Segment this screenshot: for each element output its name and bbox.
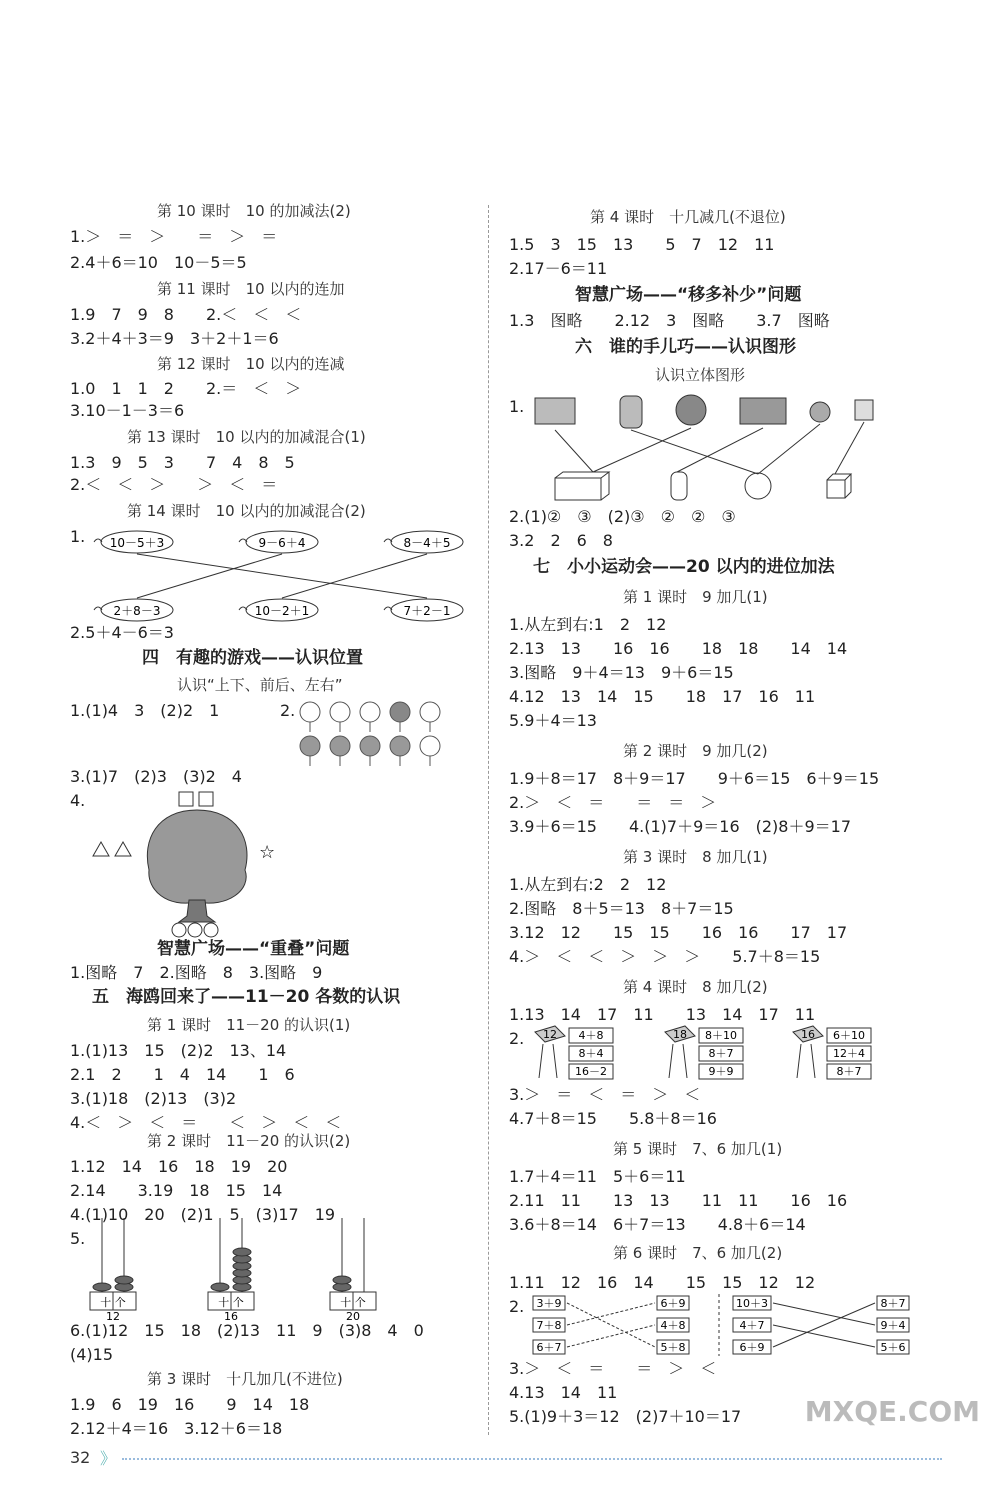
answer-line: 4.: [70, 791, 86, 810]
leaf-text: 2＋8－3: [113, 604, 161, 618]
card-group-2: [665, 1026, 743, 1079]
card-expr: 8＋10: [705, 1029, 737, 1042]
card-expr: 8＋7: [836, 1065, 862, 1078]
chevron-icon: 》: [100, 1449, 117, 1468]
match-expr: 8＋7: [880, 1297, 906, 1310]
leaf-matching-figure: [82, 522, 472, 632]
answer-line: 3.2 2 6 8: [509, 531, 613, 550]
unit-title: 七 小小运动会——20 以内的进位加法: [533, 557, 835, 577]
matching-figure: [527, 1294, 947, 1364]
answer-line: 1.5 3 15 13 5 7 12 11: [509, 235, 775, 254]
answer-line: 2.: [280, 701, 296, 720]
answer-line: 4.(1)10 20 (2)1 5 (3)17 19: [70, 1205, 336, 1224]
card-expr: 16－2: [575, 1065, 607, 1078]
answer-line: 3.图略 9＋4＝13 9＋6＝15: [509, 663, 734, 682]
match-expr: 4＋8: [660, 1319, 686, 1332]
tree-figure: [87, 790, 327, 940]
answer-line: 2.: [509, 1029, 525, 1048]
card-number: 12: [543, 1028, 557, 1041]
lesson-title: 第 10 课时 10 的加减法(2): [157, 202, 351, 220]
match-expr: 5＋6: [880, 1341, 906, 1354]
leaf-text: 8－4＋5: [403, 536, 451, 550]
match-line: [137, 554, 427, 598]
answer-line: 6.(1)12 15 18 (2)13 11 9 (3)8 4 0: [70, 1321, 424, 1340]
answer-line: 1.7＋4＝11 5＋6＝11: [509, 1167, 686, 1186]
answer-line: 4.7＋8＝15 5.8＋8＝16: [509, 1109, 717, 1128]
leaf-top-2: [239, 531, 318, 553]
answer-line: 3.(1)7 (2)3 (3)2 4: [70, 767, 242, 786]
answer-line: 5.(1)9＋3＝12 (2)7＋10＝17: [509, 1407, 742, 1426]
lesson-title: 第 2 课时 11－20 的认识(2): [147, 1132, 351, 1150]
match-expr: 3＋9: [536, 1297, 562, 1310]
abacus-value: 12: [106, 1310, 120, 1320]
answer-line: 2.1 2 1 4 14 1 6: [70, 1065, 295, 1084]
leaf-text: 7＋2－1: [403, 604, 451, 618]
card-expr: 8＋4: [578, 1047, 604, 1060]
leaf-text: 10－2＋1: [254, 604, 310, 618]
answer-line: 1.3 9 5 3 7 4 8 5: [70, 453, 295, 472]
answer-line: 2.4＋6＝10 10－5＝5: [70, 253, 247, 272]
answer-line: 1.图略 7 2.图略 8 3.图略 9: [70, 963, 323, 982]
wisdom-title: 智慧广场——“移多补少”问题: [575, 285, 802, 305]
answer-line: (4)15: [70, 1345, 114, 1364]
abacus-value: 16: [224, 1310, 238, 1320]
answer-line: 4.12 13 14 15 18 17 16 11: [509, 687, 816, 706]
answer-line: 2.12＋4＝16 3.12＋6＝18: [70, 1419, 283, 1438]
answer-line: 1.(1)13 15 (2)2 13、14: [70, 1041, 287, 1060]
answer-line: 1.9 7 9 8 2.＜ ＜ ＜: [70, 305, 302, 324]
lesson-title: 第 11 课时 10 以内的连加: [157, 280, 345, 298]
abacus-value: 20: [346, 1310, 360, 1320]
answer-line: 3.2＋4＋3＝9 3＋2＋1＝6: [70, 329, 279, 348]
lesson-title: 第 6 课时 7、6 加几(2): [613, 1244, 783, 1262]
lesson-title: 第 13 课时 10 以内的加减混合(1): [127, 428, 366, 446]
answer-line: 1.(1)4 3 (2)2 1: [70, 701, 220, 720]
answer-line: 3.9＋6＝15 4.(1)7＋9＝16 (2)8＋9＝17: [509, 817, 852, 836]
unit-title: 五 海鸥回来了——11－20 各数的认识: [92, 987, 401, 1007]
card-expr: 12＋4: [833, 1047, 865, 1060]
leaf-top-3: [384, 531, 463, 553]
leaf-text: 10－5＋3: [109, 536, 165, 550]
wisdom-title: 智慧广场——“重叠”问题: [157, 939, 350, 959]
answer-line: 1.11 12 16 14 15 15 12 12: [509, 1273, 816, 1292]
match-expr: 6＋9: [739, 1341, 765, 1354]
lesson-title: 认识立体图形: [655, 366, 746, 384]
card-expr: 8＋7: [708, 1047, 734, 1060]
lesson-title: 第 1 课时 11－20 的认识(1): [147, 1016, 351, 1034]
card-number: 16: [801, 1028, 815, 1041]
answer-line: 1.从左到右:2 2 12: [509, 875, 667, 894]
answer-line: 2.17－6＝11: [509, 259, 608, 278]
watermark: MXQE.COM: [804, 1395, 980, 1428]
answer-line: 2.13 13 16 16 18 18 14 14: [509, 639, 848, 658]
answer-line: 1.＞ ＝ ＞ ＝ ＞ ＝: [70, 227, 278, 246]
abacus-figure: [82, 1210, 462, 1320]
match-line: [137, 554, 282, 598]
lesson-title: 第 2 课时 9 加几(2): [623, 742, 768, 760]
column-divider: [488, 205, 489, 1435]
match-expr: 9＋4: [880, 1319, 906, 1332]
lesson-title: 第 3 课时 十几加几(不进位): [147, 1370, 343, 1388]
match-expr: 6＋9: [660, 1297, 686, 1310]
answer-line: 2.＞ ＜ ＝ ＝ ＝ ＞: [509, 793, 717, 812]
answer-line: 4.＜ ＞ ＜ ＝ ＜ ＞ ＜ ＜: [70, 1113, 342, 1132]
abacus-label: 十 个: [340, 1296, 366, 1309]
answer-line: 4.13 14 11: [509, 1383, 618, 1402]
lesson-title: 第 12 课时 10 以内的连减: [157, 355, 345, 373]
card-expr: 6＋10: [833, 1029, 865, 1042]
card-group-1: [535, 1026, 613, 1079]
match-expr: 7＋8: [536, 1319, 562, 1332]
answer-line: 2.14 3.19 18 15 14: [70, 1181, 283, 1200]
answer-line: 3.6＋8＝14 6＋7＝13 4.8＋6＝14: [509, 1215, 806, 1234]
answer-line: 1.12 14 16 18 19 20: [70, 1157, 288, 1176]
leaf-bottom-3: [384, 599, 463, 621]
match-expr: 6＋7: [536, 1341, 562, 1354]
answer-line: 1.13 14 17 11 13 14 17 11: [509, 1005, 816, 1024]
answer-line: 4.＞ ＜ ＜ ＞ ＞ ＞ 5.7＋8＝15: [509, 947, 821, 966]
answer-line: 2.＜ ＜ ＞ ＞ ＜ ＝: [70, 475, 278, 494]
answer-line: 3.＞ ＝ ＜ ＝ ＞ ＜: [509, 1085, 701, 1104]
svg-text:☆: ☆: [259, 842, 276, 863]
leaf-bottom-1: [94, 599, 173, 621]
leaf-bottom-2: [239, 599, 318, 621]
answer-line: 2.5＋4－6＝3: [70, 623, 174, 642]
answer-line: 1.9 6 19 16 9 14 18: [70, 1395, 310, 1414]
answer-line: 1.: [70, 527, 86, 546]
lesson-title: 第 4 课时 8 加几(2): [623, 978, 768, 996]
lesson-title: 第 4 课时 十几减几(不退位): [590, 208, 786, 226]
card-expr: 9＋9: [708, 1065, 734, 1078]
solid-shapes-figure: [525, 390, 925, 508]
answer-line: 3.10－1－3＝6: [70, 401, 185, 420]
answer-line: 5.: [70, 1229, 86, 1248]
answer-line: 3.12 12 15 15 16 16 17 17: [509, 923, 848, 942]
match-expr: 10＋3: [736, 1297, 768, 1310]
lesson-title: 认识“上下、前后、左右”: [177, 676, 343, 694]
answer-line: 2.图略 8＋5＝13 8＋7＝15: [509, 899, 734, 918]
answer-line: 1.0 1 1 2 2.＝ ＜ ＞: [70, 379, 302, 398]
lesson-title: 第 5 课时 7、6 加几(1): [613, 1140, 783, 1158]
lesson-title: 第 14 课时 10 以内的加减混合(2): [127, 502, 366, 520]
answer-line: 2.11 11 13 13 11 11 16 16: [509, 1191, 848, 1210]
balloon-figure: [294, 700, 454, 770]
leaf-text: 9－6＋4: [258, 536, 306, 550]
answer-line: 1.从左到右:1 2 12: [509, 615, 667, 634]
answer-line: 2.(1)② ③ (2)③ ② ② ③: [509, 507, 736, 526]
unit-title: 六 谁的手儿巧——认识图形: [575, 337, 796, 357]
match-line: [282, 554, 427, 598]
match-expr: 5＋8: [660, 1341, 686, 1354]
footer-rule: [122, 1458, 942, 1460]
card-group-3: [793, 1026, 871, 1079]
answer-line: 3.＞ ＜ ＝ ＝ ＞ ＜: [509, 1359, 717, 1378]
answer-line: 3.(1)18 (2)13 (3)2: [70, 1089, 237, 1108]
card-expr: 4＋8: [578, 1029, 604, 1042]
page-number: 32: [70, 1448, 91, 1467]
lesson-title: 第 3 课时 8 加几(1): [623, 848, 768, 866]
answer-line: 2.: [509, 1297, 525, 1316]
card-number: 18: [673, 1028, 687, 1041]
answer-line: 5.9＋4＝13: [509, 711, 597, 730]
answer-line: 1.3 图略 2.12 3 图略 3.7 图略: [509, 311, 830, 330]
match-expr: 4＋7: [739, 1319, 765, 1332]
answer-line: 1.9＋8＝17 8＋9＝17 9＋6＝15 6＋9＝15: [509, 769, 880, 788]
answer-line: 1.: [509, 397, 525, 416]
leaf-top-1: [94, 531, 173, 553]
abacus-label: 十 个: [218, 1296, 244, 1309]
abacus-label: 十 个: [100, 1296, 126, 1309]
lesson-title: 第 1 课时 9 加几(1): [623, 588, 768, 606]
unit-title: 四 有趣的游戏——认识位置: [142, 648, 363, 668]
